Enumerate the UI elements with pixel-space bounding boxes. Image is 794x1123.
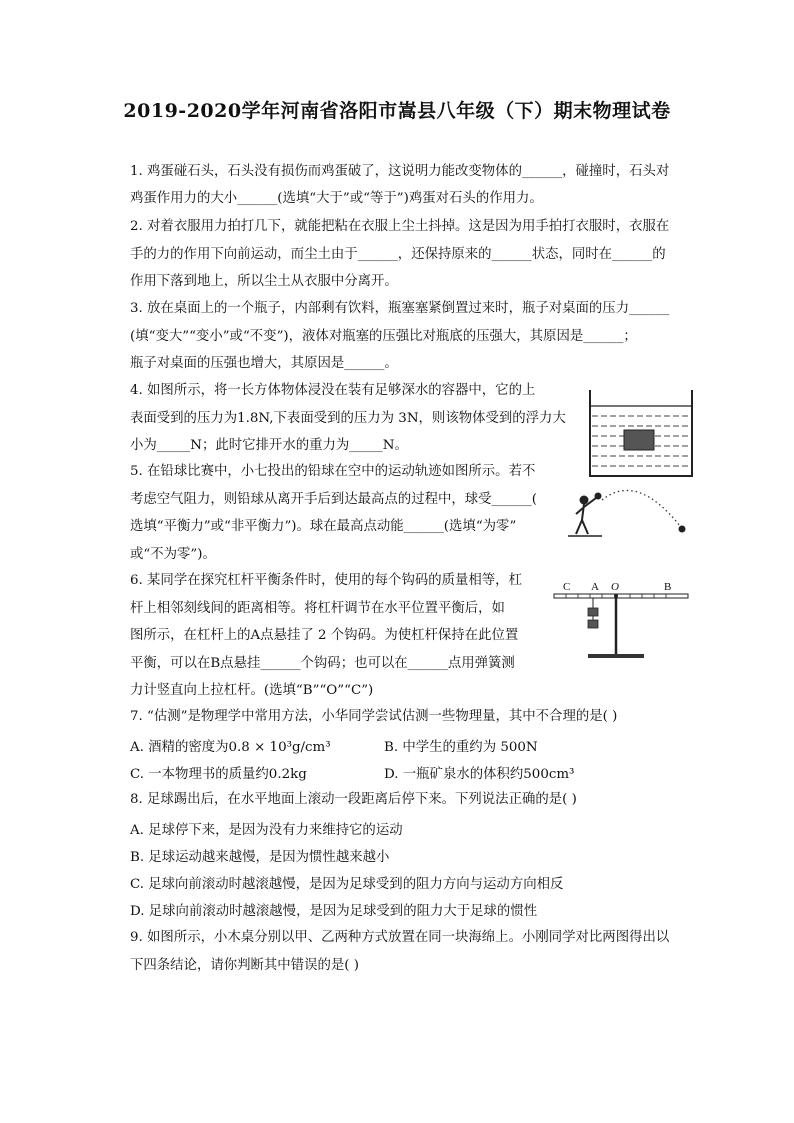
question-1: [130, 158, 669, 186]
question-3-line-2: (填“变大”“变小”或“不变”)，液体对瓶塞的压强比对瓶底的压强大，其原因是______；: [130, 328, 637, 344]
question-1-line-1: 1. 鸡蛋碰石头，石头没有损伤而鸡蛋破了，这说明力能改变物体的______，碰撞时，石头对: [130, 164, 670, 179]
question-7-option-a[interactable]: A. 酒精的密度为0.8 × 10³g/cm³: [130, 740, 331, 755]
question-6-line-5: 力计竖直向上拉杠杆。(选填“B”“O”“C”): [130, 683, 374, 698]
question-2-line-3: 作用下落到地上，所以尘土从衣服中分离开。: [130, 274, 398, 289]
shot-put-ball: [679, 526, 686, 533]
hook-weight-2: [588, 620, 598, 628]
lever-label-a: A: [591, 581, 599, 593]
hook-weight-1: [588, 608, 598, 616]
question-8: [130, 786, 577, 814]
trajectory-dots: [602, 490, 680, 526]
lever-label-o: O: [611, 581, 619, 593]
question-9-line-1: 9. 如图所示，小木桌分别以甲、乙两种方式放置在同一块海绵上。小刚同学对比两图得出以: [130, 930, 670, 945]
question-8-stem: 8. 足球踢出后，在水平地面上滚动一段距离后停下来。下列说法正确的是( ): [130, 792, 577, 807]
question-9: [130, 924, 669, 979]
question-9-line-2: 下四条结论，请你判断其中错误的是( ): [130, 957, 359, 973]
question-2: [130, 213, 669, 296]
question-6-line-1: 6. 某同学在探究杠杆平衡条件时，使用的每个钩码的质量相等，杠: [130, 573, 522, 588]
athlete-icon: [576, 494, 601, 535]
container-figure: [584, 388, 698, 480]
question-6-line-3: 图所示，在杠杆上的A点悬挂了 2 个钩码。为使杠杆保持在此位置: [130, 628, 519, 643]
question-8-option-d[interactable]: D. 足球向前滚动时越滚越慢，是因为足球受到的阻力大于足球的惯性: [130, 904, 538, 919]
question-4-line-2: 表面受到的压力为1.8N,下表面受到的压力为 3N，则该物体受到的浮力大: [130, 410, 566, 426]
question-7-stem: 7. “估测”是物理学中常用方法，小华同学尝试估测一些物理量，其中不合理的是( ): [130, 709, 618, 724]
page-title: 2019-2020学年河南省洛阳市嵩县八年级（下）期末物理试卷: [123, 100, 671, 122]
question-8-option-c[interactable]: C. 足球向前滚动时越滚越慢，是因为足球受到的阻力方向与运动方向相反: [130, 877, 564, 892]
shot-put-figure: [562, 480, 692, 542]
lever-label-b: B: [664, 581, 672, 593]
question-6-line-2: 杆上相邻刻线间的距离相等。将杠杆调节在水平位置平衡后，如: [130, 600, 505, 616]
lever-base: [588, 654, 644, 658]
question-7-option-b[interactable]: B. 中学生的重约为 500N: [384, 740, 538, 755]
lever-figure: [548, 578, 694, 662]
question-5-line-1: 5. 在铅球比赛中，小七投出的铅球在空中的运动轨迹如图所示。若不: [130, 464, 536, 479]
pivot-o: [614, 594, 618, 598]
immersed-block: [624, 430, 654, 450]
question-6: [130, 567, 522, 705]
question-5-line-4: 或“不为零”)。: [130, 546, 216, 562]
question-5: [130, 458, 537, 568]
question-1-line-2: 鸡蛋作用力的大小______(选填“大于”或“等于”)鸡蛋对石头的作用力。: [130, 191, 543, 206]
lever-bar: [554, 594, 688, 598]
question-4-line-1: 4. 如图所示，将一长方体物体浸没在装有足够深水的容器中，它的上: [130, 383, 536, 398]
question-4: [130, 377, 566, 460]
question-3: [130, 295, 669, 378]
question-3-line-1: 3. 放在桌面上的一个瓶子，内部剩有饮料，瓶塞塞紧倒置过来时，瓶子对桌面的压力______: [130, 301, 670, 316]
question-7-option-c[interactable]: C. 一本物理书的质量约0.2kg: [130, 767, 307, 782]
question-6-line-4: 平衡，可以在B点悬挂______个钩码；也可以在______点用弹簧测: [130, 655, 515, 671]
question-7-option-d[interactable]: D. 一瓶矿泉水的体积约500cm³: [384, 767, 575, 782]
question-1-cont: [130, 185, 543, 213]
question-2-line-2: 手的力的作用下向前运动，而尘土由于______，还保持原来的______状态，同时在______的: [130, 246, 666, 262]
question-5-line-3: 选填“平衡力”或“非平衡力”)。球在最高点动能______(选填“为零”: [130, 519, 517, 534]
question-5-line-2: 考虑空气阻力，则铅球从离开手后到达最高点的过程中，球受______(: [130, 491, 537, 507]
question-2-line-1: 2. 对着衣服用力拍打几下，就能把粘在衣服上尘土抖掉。这是因为用手拍打衣服时，衣服在: [130, 219, 670, 234]
lever-label-c: C: [563, 581, 571, 593]
question-4-line-3: 小为_____N；此时它排开水的重力为_____N。: [130, 438, 408, 453]
question-8-option-b[interactable]: B. 足球运动越来越慢，是因为惯性越来越小: [130, 850, 390, 865]
question-3-line-3: 瓶子对桌面的压强也增大，其原因是______。: [130, 356, 398, 371]
question-8-option-a[interactable]: A. 足球停下来，是因为没有力来维持它的运动: [130, 823, 403, 838]
question-7: [130, 703, 617, 731]
